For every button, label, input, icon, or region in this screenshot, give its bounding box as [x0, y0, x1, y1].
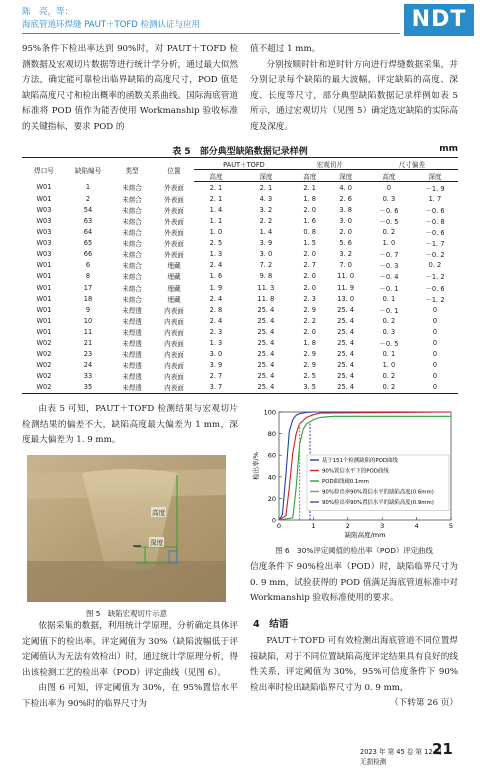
table-row [22, 282, 458, 293]
table-row [22, 304, 458, 315]
table-cell: 1. 8 [303, 194, 317, 203]
table-cell: 1. 3 [209, 339, 223, 348]
table-row [22, 315, 458, 326]
table-row [22, 238, 458, 249]
table-cell: 0. 2 [428, 261, 442, 270]
table-cell: 0 [432, 327, 438, 336]
table-cell: 3. 5 [294, 382, 326, 394]
table-cell: W01 [36, 261, 52, 270]
x-tick-label: 0 [276, 522, 282, 530]
table-cell: 内表面 [164, 328, 184, 337]
table-cell: －0. 4 [379, 273, 399, 282]
table-cell: 0 [386, 183, 391, 192]
table-cell: 2. 7 [209, 372, 223, 381]
table-cell: 2. 8 [209, 305, 223, 314]
table-cell: 外表面 [164, 229, 184, 238]
table-cell: 2. 4 [209, 316, 223, 325]
table-cell: 1. 0 [209, 228, 223, 237]
table-cell: W02 [36, 339, 52, 348]
table-cell: 2. 5 [303, 372, 317, 381]
table-cell: 54 [83, 205, 93, 214]
table-cell: 1. 5 [303, 239, 317, 248]
table-cell: W03 [36, 250, 52, 259]
table-cell: 内表面 [164, 317, 184, 326]
table-cell: 11. 8 [257, 294, 275, 303]
table-cell: 0. 2 [366, 382, 412, 394]
table-cell: 6 [85, 261, 91, 270]
table-cell: 65 [83, 239, 93, 248]
table-row [22, 215, 458, 226]
table-row [22, 338, 458, 349]
table-cell: 11. 0 [337, 272, 355, 281]
paragraph: 分别按顺时针和逆时针方向进行焊缝数据采集，并分别记录每个缺陷的最大波幅，评定缺陷的高度、深度、长度等尺寸，部分典型缺陷数据记录样例如表 5 所示，通过宏观切片（见图 5）确定选定缺陷的实际高度及深度。 [250, 59, 458, 132]
y-tick-label: 100 [263, 408, 276, 417]
table-cell: 63 [83, 217, 93, 226]
table-cell: 0 [432, 305, 438, 314]
column-header: 缺陷编号 [66, 158, 110, 182]
table-cell: 2. 3 [209, 327, 223, 336]
table-cell: W01 [36, 183, 52, 192]
table-cell: 2. 0 [339, 228, 352, 237]
table-unit: mm [439, 144, 458, 154]
table-cell: －0. 5 [379, 340, 399, 349]
table-cell: 24 [83, 361, 93, 370]
table-row [22, 271, 458, 282]
table-cell: 25. 4 [257, 327, 275, 336]
y-tick-label: 80 [267, 430, 276, 439]
table-cell: 3. 8 [339, 205, 352, 214]
table-row [22, 360, 458, 371]
table-cell: 25. 4 [257, 339, 275, 348]
pod-chart [249, 406, 459, 542]
table-cell: 2. 0 [303, 205, 317, 214]
table-cell: 9. 8 [259, 272, 273, 281]
table-row [22, 326, 458, 337]
table-cell: 外表面 [164, 251, 184, 260]
table-cell: 0. 8 [303, 228, 317, 237]
table-row [22, 182, 458, 194]
table-cell: 0. 1 [382, 294, 396, 303]
table-cell: 25. 4 [257, 305, 275, 314]
table-cell: 3. 0 [209, 350, 223, 359]
table-row [22, 193, 458, 204]
sub-header: 高度 [194, 170, 238, 182]
table-cell: 未焊透 [122, 362, 142, 371]
table-cell: W01 [36, 194, 52, 203]
group-header: 尺寸偏差 [366, 158, 458, 170]
table-cell: －0. 3 [379, 262, 399, 271]
sub-header: 深度 [238, 170, 294, 182]
table-cell: 0. 3 [382, 194, 396, 203]
table-cell: 2. 9 [303, 350, 317, 359]
table-cell: 未焊透 [122, 351, 142, 360]
table-cell: 3. 9 [259, 239, 273, 248]
table-cell: W01 [36, 327, 52, 336]
table-cell: W02 [22, 382, 66, 394]
table-cell: 1. 3 [209, 250, 223, 259]
table-cell: 内表面 [164, 340, 184, 349]
pod-chart-svg [249, 406, 459, 542]
table-cell: 未熔合 [122, 295, 142, 304]
table-cell: 0 [412, 382, 458, 394]
table-cell: 2. 0 [303, 250, 317, 259]
table-cell: 25. 4 [337, 372, 355, 381]
table-cell: 66 [83, 250, 93, 259]
table-cell: 0 [432, 339, 438, 348]
x-tick-label: 2 [345, 522, 350, 530]
left-column-mid [22, 402, 238, 449]
paragraph: 依据采集的数据，利用统计学原理，分析确定具体评定阈值下的检出率。评定阈值为 30%（缺陷波幅低于评定阈值认为无法有效检出）时，通过统计学原理分析，得出该检测工艺的检出率（POD）评定曲线（见图 6）。 [22, 621, 238, 678]
table-cell: 未焊透 [122, 317, 142, 326]
table-row [22, 293, 458, 304]
y-tick-label: 20 [267, 494, 276, 503]
table-cell: 未焊透 [110, 382, 154, 394]
x-tick-label: 3 [380, 522, 385, 530]
table-cell: W01 [36, 305, 52, 314]
table-cell: 外表面 [164, 195, 184, 204]
table-cell: 0 [432, 372, 438, 381]
table-cell: 4. 3 [259, 194, 273, 203]
table-cell: 25. 4 [257, 361, 275, 370]
table-cell: 2. 1 [209, 183, 223, 192]
table-cell: 1. 4 [259, 228, 273, 237]
table-cell: 25. 4 [337, 316, 355, 325]
table-cell: W03 [36, 228, 52, 237]
x-tick-label: 5 [448, 522, 454, 530]
table-cell: 未熔合 [122, 284, 142, 293]
table-cell: 1. 9 [209, 283, 223, 292]
table-cell: 1. 0 [382, 361, 396, 370]
table-cell: 13. 0 [337, 294, 355, 303]
table-cell: 25. 4 [337, 327, 355, 336]
table-cell: 25. 4 [326, 382, 366, 394]
table-cell: 0. 3 [382, 327, 396, 336]
right-column-top [250, 42, 458, 136]
table-cell: W03 [36, 217, 52, 226]
table-cell: －1. 2 [425, 295, 445, 304]
macro-section-photo [27, 455, 226, 602]
table-cell: W02 [36, 372, 52, 381]
table-cell: 2. 9 [303, 361, 317, 370]
table-cell: －1. 9 [425, 184, 445, 193]
table-cell: 1. 0 [382, 239, 396, 248]
figure5-caption: 图 5 缺陷宏观切片示意 [86, 609, 167, 618]
table-cell: －1. 7 [425, 240, 445, 249]
table-cell: 0 [432, 350, 438, 359]
table-cell: 4. 0 [339, 183, 352, 192]
table-cell: －0. 5 [379, 218, 399, 227]
table-cell: －0. 6 [425, 229, 445, 238]
table-cell: 内表面 [164, 351, 184, 360]
table-cell: 0 [432, 316, 438, 325]
table-cell: 1. 7 [428, 194, 442, 203]
journal-name: 无损检测 [360, 758, 387, 766]
table-caption: 表 5 部分典型缺陷数据记录样例 [172, 147, 308, 157]
x-tick-label: 1 [311, 522, 316, 530]
table-cell: 0. 1 [382, 350, 396, 359]
section-heading: 4 结语 [253, 619, 289, 630]
table-cell: 0 [432, 361, 438, 370]
table-cell: 3. 0 [339, 217, 352, 226]
y-axis-label: 检出率/% [252, 452, 260, 480]
table-cell: 未熔合 [122, 251, 142, 260]
table-row [22, 382, 458, 394]
table-cell: 23 [83, 350, 93, 359]
table-cell: 33 [83, 372, 93, 381]
table-cell: 埋藏 [167, 262, 181, 271]
x-tick-label: 4 [414, 522, 419, 530]
table-cell: 2. 1 [209, 194, 223, 203]
table-cell: W01 [36, 283, 52, 292]
table-cell: 3. 9 [209, 361, 223, 370]
table-cell: 3. 2 [259, 205, 273, 214]
table-cell: 18 [83, 294, 93, 303]
table-cell: －0. 2 [425, 251, 445, 260]
table-cell: 埋藏 [167, 273, 181, 282]
page-number: 21 [432, 740, 453, 758]
table-cell: 2. 4 [209, 261, 223, 270]
table-cell: 1. 6 [303, 217, 317, 226]
table-cell: 未熔合 [122, 229, 142, 238]
table-cell: W02 [36, 350, 52, 359]
table-row [22, 249, 458, 260]
table-cell: W03 [36, 239, 52, 248]
table-cell: 外表面 [164, 240, 184, 249]
figure6-caption: 图 6 30%评定阈值的检出率（POD）评定曲线 [275, 546, 433, 555]
table-cell: 3. 7 [194, 382, 238, 394]
issue-info: 2023 年 第 45 卷 第 12 期 [360, 748, 442, 756]
table-cell: 2. 0 [303, 327, 317, 336]
table-cell: －0. 7 [379, 251, 399, 260]
running-title: 海底管道环焊缝 PAUT＋TOFD 检测认证与应用 [22, 20, 201, 30]
group-header: 宏观切片 [294, 158, 366, 170]
right-column-bottom [250, 634, 458, 712]
table-cell: 1. 4 [209, 205, 223, 214]
table-cell: W03 [36, 205, 52, 214]
y-tick-label: 0 [271, 516, 276, 525]
table-cell: －0. 1 [379, 306, 399, 315]
table-row [22, 204, 458, 215]
macro-section-image [27, 455, 226, 602]
column-header: 焊口号 [22, 158, 66, 182]
table-cell: W01 [36, 294, 52, 303]
table-cell: 2. 0 [303, 283, 317, 292]
group-header: PAUT＋TOFD [194, 158, 294, 170]
table-cell: －0. 6 [425, 284, 445, 293]
depth-label: 深度 [150, 539, 164, 547]
right-column-mid [250, 560, 458, 607]
table-cell: 未熔合 [122, 184, 142, 193]
table-cell: －1. 2 [425, 273, 445, 282]
table-row [22, 371, 458, 382]
table-body [22, 182, 458, 394]
table-cell: 11. 9 [337, 283, 355, 292]
table-cell: W02 [36, 361, 52, 370]
column-header: 位置 [154, 158, 194, 182]
table-cell: 17 [83, 283, 93, 292]
x-axis-label: 缺陷高度/mm [344, 531, 386, 539]
table-cell: 1. 1 [209, 217, 223, 226]
y-tick-label: 60 [267, 451, 276, 460]
table-cell: 35 [66, 382, 110, 394]
paragraph: 信度条件下 90%检出率（POD）时，缺陷临界尺寸为 0. 9 mm，试验获得的 POD 值满足海底管道标准中对 Workmanship 验收标准使用的要求。 [250, 562, 458, 604]
table-cell: 2. 4 [209, 294, 223, 303]
table-cell: 11 [83, 327, 93, 336]
table-cell: 3. 2 [339, 250, 352, 259]
table-cell: 10 [83, 316, 93, 325]
table-cell: 25. 4 [337, 361, 355, 370]
table-row [22, 260, 458, 271]
sub-header: 高度 [294, 170, 326, 182]
table-cell: 25. 4 [257, 350, 275, 359]
table-cell: 未熔合 [122, 206, 142, 215]
table-cell: 2. 6 [339, 194, 352, 203]
table-cell: 21 [83, 339, 93, 348]
y-tick-label: 40 [267, 473, 276, 482]
table-cell: 11. 3 [257, 283, 275, 292]
sub-header: 深度 [326, 170, 366, 182]
table-cell: 5. 6 [339, 239, 352, 248]
table-cell: 未焊透 [122, 328, 142, 337]
table-cell: －0. 6 [425, 206, 445, 215]
left-column-bottom [22, 619, 238, 713]
table-cell: 0. 2 [382, 372, 396, 381]
table-cell: 未焊透 [122, 373, 142, 382]
table-cell: 1. 6 [209, 272, 223, 281]
table-cell: 25. 4 [257, 316, 275, 325]
table-cell: 未熔合 [122, 240, 142, 249]
table-cell: 内表面 [164, 306, 184, 315]
table-cell: W01 [36, 272, 52, 281]
table-cell: 2. 1 [259, 183, 273, 192]
table-cell: 25. 4 [337, 339, 355, 348]
table-cell: 2. 9 [303, 305, 317, 314]
column-header: 类型 [110, 158, 154, 182]
table-cell: 0. 2 [382, 228, 396, 237]
table-cell: 内表面 [164, 373, 184, 382]
table-cell: 7. 2 [259, 261, 273, 270]
table-cell: 未熔合 [122, 195, 142, 204]
paragraph: 由表 5 可知，PAUT＋TOFD 检测结果与宏观切片检测结果的偏差不大，缺陷高度最大偏差为 1 mm，深度最大偏差为 1. 9 mm。 [22, 404, 238, 446]
table-cell: 3. 0 [259, 250, 273, 259]
sub-header: 深度 [412, 170, 458, 182]
table-cell: 2. 1 [303, 183, 317, 192]
paragraph: 值不超过 1 mm。 [250, 44, 321, 54]
table-cell: 64 [83, 228, 93, 237]
paragraph: 95%条件下检出率达到 90%时，对 PAUT＋TOFD 检测数据及宏观切片数据等进行统计学分析，通过最大似然方法，确定能可靠检出临界缺陷的高度尺寸，POD 值是缺陷高度尺寸和检出概率的函数关系曲线。国际海底管道标准将 POD 值作为能否使用 Workmanship 验收标准的关键指标，要求 POD 的 [22, 44, 238, 132]
table-cell: 未熔合 [122, 218, 142, 227]
table-cell: 未熔合 [122, 273, 142, 282]
sub-header: 高度 [366, 170, 412, 182]
table-cell: 2. 2 [259, 217, 273, 226]
table-cell: －0. 1 [379, 284, 399, 293]
table-cell: 2. 0 [303, 272, 317, 281]
table-row [22, 227, 458, 238]
legend-label: 90%检出率90%置信水平的缺陷高度(0.9mm) [321, 500, 434, 506]
table-cell: －0. 8 [425, 218, 445, 227]
table-cell: 25. 4 [257, 372, 275, 381]
table-cell: 埋藏 [167, 284, 181, 293]
table-cell: 1 [85, 183, 91, 192]
paragraph: PAUT＋TOFD 可有效检测出海底管道不同位置焊接缺陷，对于不同位置缺陷高度评定结果具有良好的线性关系，评定阈值为 30%，95%可信度条件下 90%检出率时检出缺陷临界尺寸为 0. 9 mm， [250, 636, 458, 693]
header-rule [22, 33, 400, 34]
table-cell: 0. 2 [382, 316, 396, 325]
table-cell: 内表面 [154, 382, 194, 394]
table-cell: W01 [36, 316, 52, 325]
page-header [0, 0, 480, 42]
journal-logo: NDT [404, 4, 474, 36]
table-cell: 2. 7 [303, 261, 317, 270]
table-cell: 8 [85, 272, 91, 281]
table-cell: 2. 2 [303, 316, 317, 325]
table-cell: 2. 3 [303, 294, 317, 303]
legend-label: 90%检出率90%置信水平的缺陷高度(0.6mm) [321, 489, 434, 496]
table-cell: 外表面 [164, 218, 184, 227]
table-cell: 未熔合 [122, 262, 142, 271]
table-cell: 内表面 [164, 362, 184, 371]
page-footer [360, 747, 441, 767]
table-cell: 1. 8 [303, 339, 317, 348]
table-cell: 25. 4 [238, 382, 294, 394]
running-authors: 陈 亮，等： [22, 7, 74, 17]
paragraph: 由图 6 可知，评定阈值为 30%，在 95%置信水平下检出率为 90%时的临界尺寸为 [22, 683, 238, 709]
table-cell: 未焊透 [122, 306, 142, 315]
table-cell: 未焊透 [122, 340, 142, 349]
table-cell: 25. 4 [337, 350, 355, 359]
table-cell: 2 [85, 194, 91, 203]
continued-note: （下转第 26 页） [390, 698, 458, 709]
table-cell: 外表面 [164, 206, 184, 215]
table-cell: 埋藏 [167, 295, 181, 304]
table-cell: 外表面 [164, 184, 184, 193]
defect-data-table [22, 157, 458, 394]
legend-label: 90%置信水平下的POD曲线 [321, 468, 389, 475]
table-cell: 25. 4 [337, 305, 355, 314]
table-cell: 9 [85, 305, 91, 314]
table-cell: 2. 5 [209, 239, 223, 248]
legend-label: POD曲线阈0.1mm [321, 479, 369, 485]
table-cell: －0. 6 [379, 206, 399, 215]
table-cell: 7. 0 [339, 261, 352, 270]
table-row [22, 349, 458, 360]
left-column-top [22, 42, 238, 136]
legend-label: 基于151个检测缺陷的POD曲线 [321, 458, 398, 464]
table-caption-row [22, 144, 458, 157]
height-label: 高度 [152, 509, 166, 517]
